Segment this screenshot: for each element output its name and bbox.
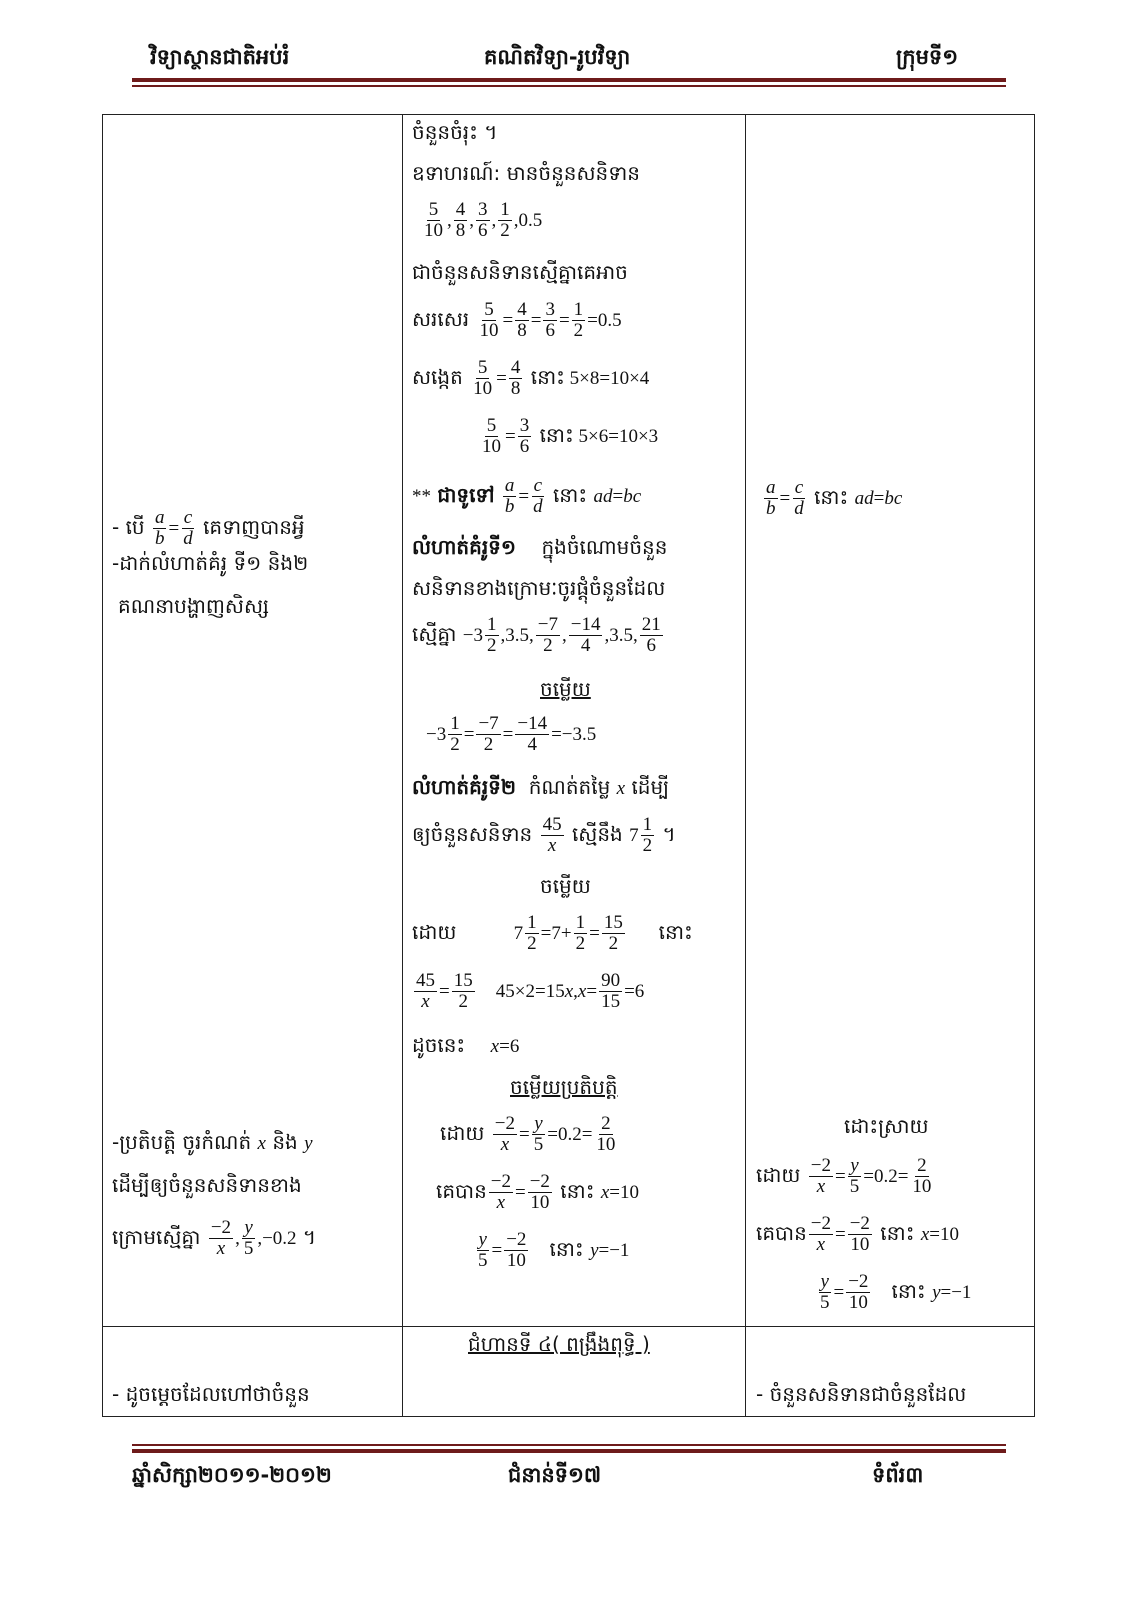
left-instruction: -ដាក់លំហាត់គំរូ ទី១ និង២ <box>112 551 309 575</box>
header-subject: គណិតវិទ្យា-រូបវិទ្យា <box>484 45 631 69</box>
header-rule-thin <box>132 85 1006 87</box>
mid-observe-2: $\frac{5}{10}$ = $\frac{3}{6}$ នោះ 5×6=10×3 <box>482 415 659 457</box>
mid-example2-step2: $\frac{45}{x}$ = $\frac{15}{2}$ 45×2=15x,x= $\frac{90}{15}$ =6 <box>416 970 645 1012</box>
mid-example1-answer: −3 $\frac{1}{2}$ = $\frac{-7}{2}$ = $\frac{-14}{4}$ =−3.5 <box>426 713 597 755</box>
mid-equal-rationals: ជាចំនួនសនិទានស្មើគ្នាគេអាច <box>412 260 628 284</box>
right-general-rule: $\frac{a}{b}$ = $\frac{c}{d}$ នោះ ad=bc <box>766 477 903 519</box>
mid-answer-heading-2: ចម្លើយ <box>540 874 591 898</box>
footer-generation: ជំនាន់ទី១៧ <box>508 1463 602 1487</box>
mid-write-equal: សរសេរ $\frac{5}{10}$ = $\frac{4}{8}$ = $\frac{3}{6}$ = $\frac{1}{2}$ =0.5 <box>412 299 622 341</box>
mid-general-rule: ** ជាទូទៅ $\frac{a}{b}$ = $\frac{c}{d}$ នោះ ad=bc <box>412 475 642 517</box>
header-group: ក្រុមទី១ <box>896 45 959 69</box>
mid-answer-heading: ចម្លើយ <box>540 677 591 701</box>
mid-activity-4: ជំហានទី ៤( ពង្រឹងពុទ្ធិ ) <box>468 1332 650 1356</box>
mid-practice-answer-heading: ចម្លើយប្រតិបត្តិ <box>510 1075 618 1099</box>
mid-example1-title: លំហាត់គំរូទី១ ក្នុងចំណោមចំនួន <box>412 535 668 559</box>
mid-practice-step3: $\frac{y}{5}$ = $\frac{-2}{10}$ នោះ y=−1 <box>478 1229 630 1271</box>
header-institute: វិទ្យាស្ថានជាតិអប់រំ <box>150 45 290 69</box>
left-practice-2: ដើម្បីឲ្យចំនួនសនិទានខាង <box>112 1173 302 1197</box>
mid-mixed-number: ចំនួនចំរុះ ។ <box>412 120 498 144</box>
mid-observe-1: សង្កេត $\frac{5}{10}$ = $\frac{4}{8}$ នោះ 5×8=10×4 <box>412 357 650 399</box>
mid-practice-step1: ដោយ $\frac{-2}{x}$ = $\frac{y}{5}$ =0.2= $\frac{2}{10}$ <box>440 1113 616 1155</box>
column-divider <box>745 115 746 1416</box>
mid-example: ឧទាហរណ៍: មានចំនួនសនិទាន <box>412 161 640 185</box>
left-practice-1: -ប្រតិបត្តិ ចូរកំណត់ x និង y <box>112 1130 313 1154</box>
header-rule <box>132 78 1006 82</box>
right-solve-step3: $\frac{y}{5}$ = $\frac{-2}{10}$ នោះ y=−1 <box>820 1271 972 1313</box>
mid-example1-values: ស្មើគ្នា −3 $\frac{1}{2}$ ,3.5, $\frac{-7}{2}$ , $\frac{-14}{4}$ ,3.5, $\frac{21}{6}$ <box>412 614 661 656</box>
mid-example2-title: លំហាត់គំរូទី២ កំណត់តម្លៃ x ដើម្បី <box>412 775 670 799</box>
left-practice-3: ក្រោមស្មើគ្នា $\frac{-2}{x}$ , $\frac{y}{5}$ ,−0.2 ។ <box>112 1217 317 1259</box>
mid-example1-text: សនិទានខាងក្រោមៈចូរផ្តុំចំនួនដែល <box>412 576 666 600</box>
right-solve-heading: ដោះស្រាយ <box>844 1114 929 1138</box>
mid-practice-step2: គេបាន $\frac{-2}{x}$ = $\frac{-2}{10}$ នោះ x=10 <box>436 1171 639 1213</box>
mid-example-fractions: $\frac{5}{10}$ , $\frac{4}{8}$ , $\frac{3}{6}$ , $\frac{1}{2}$ ,0.5 <box>424 199 543 241</box>
footer-rule <box>132 1449 1006 1453</box>
left-next-question: - ដូចម្តេចដែលហៅថាចំនួន <box>112 1382 310 1406</box>
left-instruction-2: គណនាបង្ហាញសិស្ស <box>118 594 269 618</box>
row-divider <box>103 1326 1034 1327</box>
footer-rule-thin <box>132 1444 1006 1446</box>
mid-example2-text: ឲ្យចំនួនសនិទាន $\frac{45}{x}$ ស្មើនឹង 7 $\frac{1}{2}$ ។ <box>412 814 676 856</box>
left-question-1: - បើ $\frac{a}{b}$ = $\frac{c}{d}$ គេទាញបានអ្វី <box>112 507 305 549</box>
column-divider <box>402 115 403 1416</box>
footer-school-year: ឆ្នាំសិក្សា២០១១-២០១២ <box>132 1463 332 1487</box>
mid-example2-step1: ដោយ 7 $\frac{1}{2}$ =7+ $\frac{1}{2}$ = $\frac{15}{2}$ នោះ <box>412 912 693 954</box>
right-solve-step1: ដោយ $\frac{-2}{x}$ = $\frac{y}{5}$ =0.2= $\frac{2}{10}$ <box>756 1155 932 1197</box>
right-solve-step2: គេបាន $\frac{-2}{x}$ = $\frac{-2}{10}$ នោះ x=10 <box>756 1213 959 1255</box>
right-next-answer: - ចំនួនសនិទានជាចំនួនដែល <box>756 1382 967 1406</box>
mid-example2-result: ដូចនេះ x=6 <box>412 1033 520 1057</box>
footer-page-number: ទំព័រ៣ <box>872 1463 924 1487</box>
